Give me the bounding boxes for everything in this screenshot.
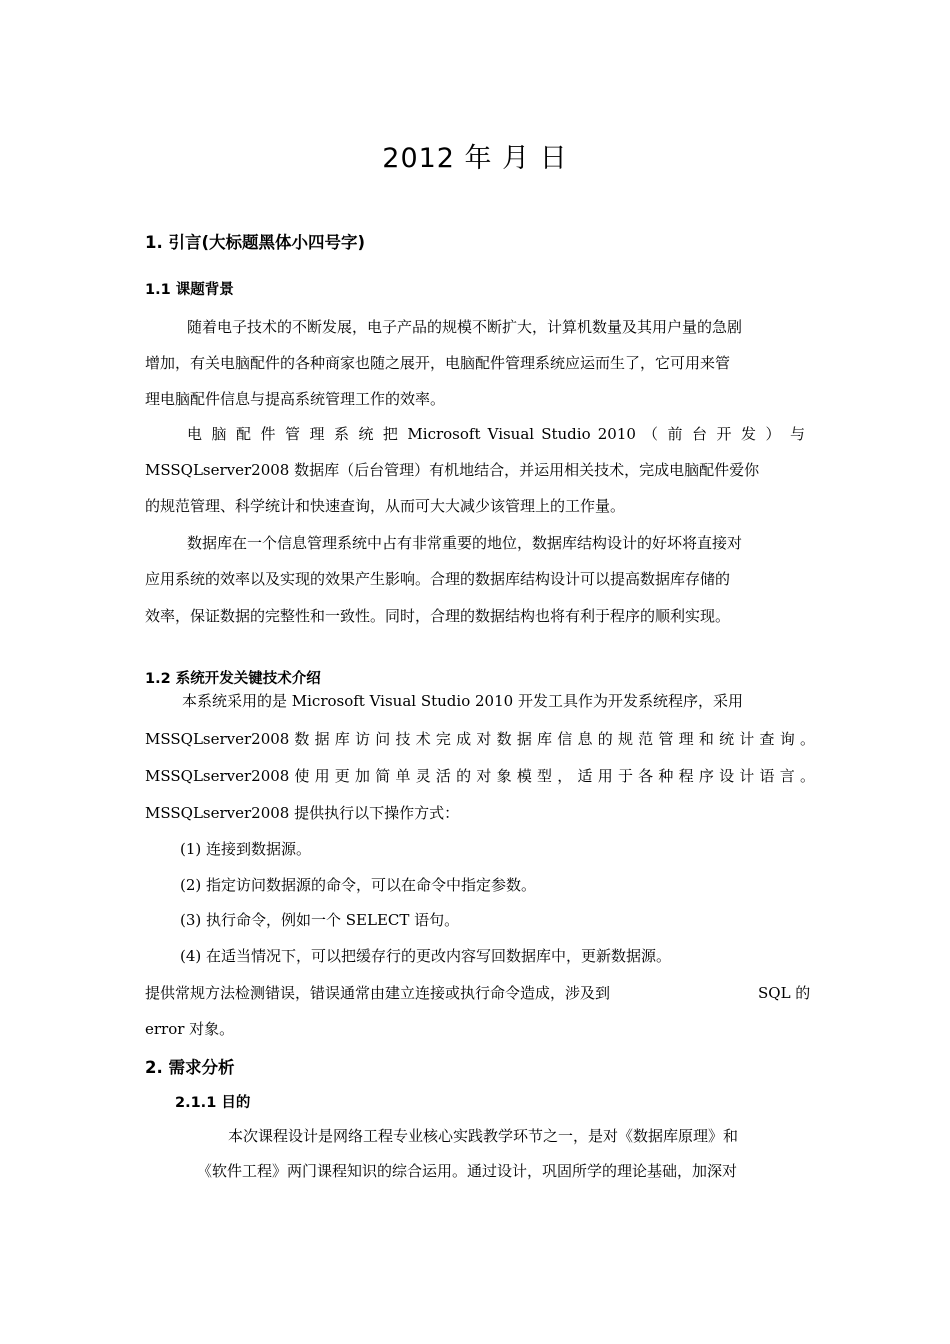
paragraph-line: 数据库在一个信息管理系统中占有非常重要的地位，数据库结构设计的好坏将直接对 [187, 534, 743, 552]
paragraph-line: 效率，保证数据的完整性和一致性。同时，合理的数据结构也将有利于程序的顺利实现。 [145, 607, 731, 625]
section-1-heading: 1. 引言(大标题黑体小四号字) [145, 233, 366, 252]
paragraph-line: MSSQLserver2008 提供执行以下操作方式： [145, 804, 460, 822]
paragraph-line: SQL 的 [758, 984, 811, 1002]
date-line: 2012 年 月 日 [382, 143, 568, 174]
paragraph-line: 电 脑 配 件 管 理 系 统 把 Microsoft Visual Studio 2010 （ 前 台 开 发 ） 与 [187, 425, 805, 443]
section-1-2-heading: 1.2 系统开发关键技术介绍 [145, 671, 321, 687]
paragraph-line: 《软件工程》两门课程知识的综合运用。通过设计，巩固所学的理论基础，加深对 [197, 1162, 738, 1180]
paragraph-line: MSSQLserver2008 数 据 库 访 问 技 术 完 成 对 数 据 库 信 息 的 规 范 管 理 和 统 计 查 询 。 [145, 730, 815, 748]
paragraph-line: 本次课程设计是网络工程专业核心实践教学环节之一，是对《数据库原理》和 [228, 1127, 739, 1145]
paragraph-line: 的规范管理、科学统计和快速查询，从而可大大减少该管理上的工作量。 [145, 497, 626, 515]
paragraph-line: 本系统采用的是 Microsoft Visual Studio 2010 开发工具作为开发系统程序，采用 [182, 692, 743, 710]
section-2-heading: 2. 需求分析 [145, 1058, 235, 1077]
list-item: (1) 连接到数据源。 [180, 840, 312, 858]
paragraph-line: 理电脑配件信息与提高系统管理工作的效率。 [145, 390, 446, 408]
section-1-1-heading: 1.1 课题背景 [145, 282, 234, 298]
paragraph-line: MSSQLserver2008 使 用 更 加 简 单 灵 活 的 对 象 模 型 ， 适 用 于 各 种 程 序 设 计 语 言 。 [145, 767, 815, 785]
paragraph-line: 随着电子技术的不断发展，电子产品的规模不断扩大，计算机数量及其用户量的急剧 [187, 318, 743, 336]
paragraph-line: 提供常规方法检测错误，错误通常由建立连接或执行命令造成，涉及到 [145, 984, 611, 1002]
section-2-1-1-heading: 2.1.1 目的 [175, 1095, 251, 1111]
paragraph-line: MSSQLserver2008 数据库（后台管理）有机地结合，并运用相关技术，完成电脑配件爱你 [145, 461, 760, 479]
paragraph-line: 增加，有关电脑配件的各种商家也随之展开，电脑配件管理系统应运而生了，它可用来管 [145, 354, 731, 372]
list-item: (4) 在适当情况下，可以把缓存行的更改内容写回数据库中，更新数据源。 [180, 947, 672, 965]
list-item: (3) 执行命令，例如一个 SELECT 语句。 [180, 911, 460, 929]
paragraph-line: 应用系统的效率以及实现的效果产生影响。合理的数据库结构设计可以提高数据库存储的 [145, 570, 731, 588]
list-item: (2) 指定访问数据源的命令，可以在命令中指定参数。 [180, 876, 537, 894]
paragraph-line: error 对象。 [145, 1020, 235, 1038]
